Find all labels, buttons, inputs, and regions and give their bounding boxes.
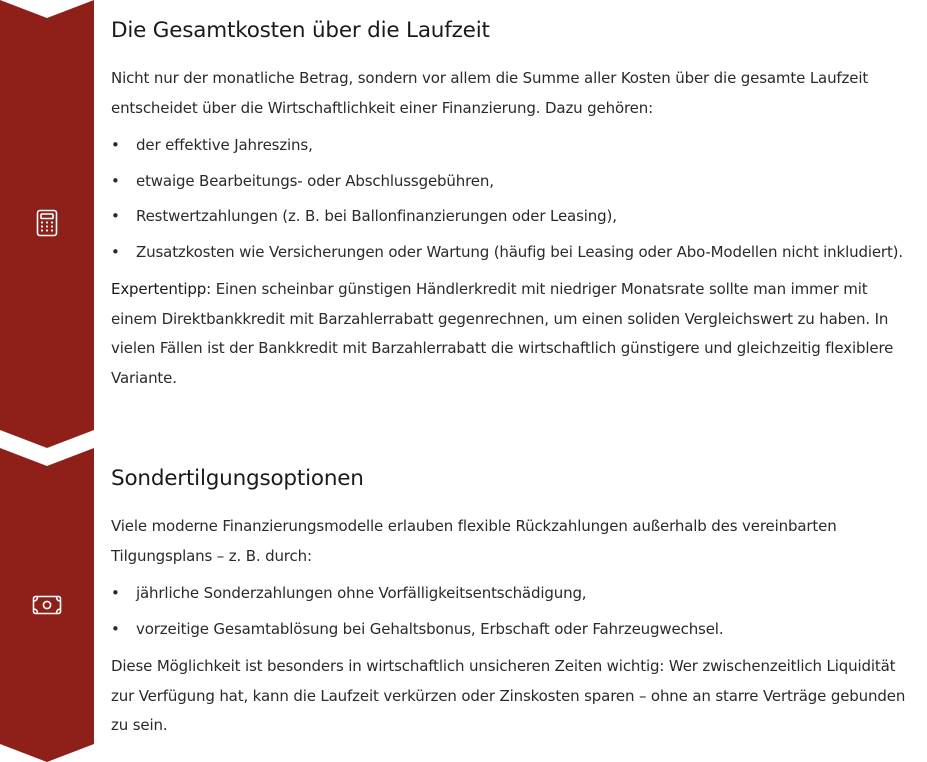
- section-title: Die Gesamtkosten über die Laufzeit: [111, 18, 490, 43]
- cost-list: [111, 131, 913, 267]
- expert-tip: [111, 275, 913, 393]
- money-icon: [30, 588, 64, 622]
- list-item: • jährliche Sonderzahlungen ohne Vorfälligkeitsentschädigung,: [111, 579, 913, 609]
- section-title: Sondertilgungsoptionen: [111, 466, 364, 491]
- list-item: • Zusatzkosten wie Versicherungen oder Wartung (häufig bei Leasing oder Abo-Modellen nicht inkludiert).: [111, 238, 913, 268]
- section-special-repayment: [0, 448, 927, 762]
- list-item: • vorzeitige Gesamtablösung bei Gehaltsbonus, Erbschaft oder Fahrzeugwechsel.: [111, 615, 913, 645]
- list-item: • Restwertzahlungen (z. B. bei Ballonfinanzierungen oder Leasing),: [111, 202, 913, 232]
- list-item: • etwaige Bearbeitungs- oder Abschlussgebühren,: [111, 167, 913, 197]
- expert-tip-text: Einen scheinbar günstigen Händlerkredit mit niedriger Monatsrate sollte man immer mit einem Direktbankkredit mit Barzahlerrabatt gegenrechnen, um einen soliden Vergleichswert zu haben. In vielen Fällen ist der Bankkredit mit Barzahlerrabatt die wirtschaftlich günstigere und gleichzeitig flexiblere Variante.: [111, 280, 894, 387]
- section-content: [111, 14, 913, 393]
- repayment-list: [111, 579, 913, 644]
- section-intro: Nicht nur der monatliche Betrag, sondern vor allem die Summe aller Kosten über die gesamte Laufzeit entscheidet über die Wirtschaftlichkeit einer Finanzierung. Dazu gehören:: [111, 69, 869, 117]
- section-content: [111, 462, 913, 741]
- list-item: • der effektive Jahreszins,: [111, 131, 913, 161]
- section-outro: Diese Möglichkeit ist besonders in wirtschaftlich unsicheren Zeiten wichtig: Wer zwischenzeitlich Liquidität zur Verfügung hat, kann die Laufzeit verkürzen oder Zinskosten sparen – ohne an starre Verträge gebunden zu sein.: [111, 657, 906, 734]
- section-intro: Viele moderne Finanzierungsmodelle erlauben flexible Rückzahlungen außerhalb des vereinbarten Tilgungsplans – z. B. durch:: [111, 517, 837, 565]
- calculator-icon: [30, 206, 64, 240]
- expert-tip-label: Expertentipp:: [111, 280, 212, 298]
